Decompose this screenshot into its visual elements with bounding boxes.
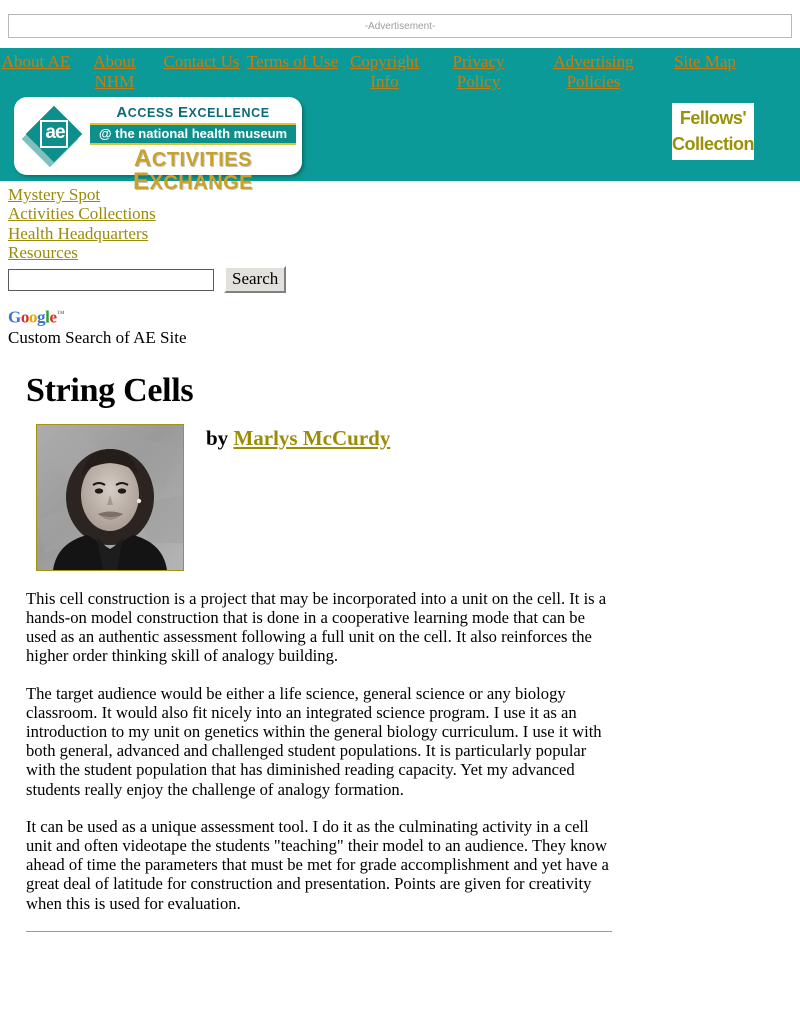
topnav-link-contact-us[interactable]: Contact Us	[163, 52, 240, 71]
article-body	[26, 589, 614, 913]
fellows-collection-badge[interactable]	[672, 103, 754, 160]
logo-activities-initial: A	[134, 145, 152, 172]
author-block	[0, 424, 800, 589]
author-link[interactable]: Marlys McCurdy	[233, 425, 391, 450]
author-portrait-image	[37, 425, 183, 570]
top-navigation	[0, 48, 800, 94]
subnav-link-resources[interactable]: Resources	[8, 242, 78, 262]
topnav-item-site-map[interactable]	[660, 52, 750, 72]
topnav-link-terms-of-use[interactable]: Terms of Use	[246, 52, 339, 71]
author-portrait	[36, 424, 184, 571]
logo-exchange-initial: E	[132, 168, 150, 195]
search-region	[0, 262, 800, 293]
logo-line-museum: @ the national health museum	[90, 123, 296, 145]
topnav-item-about-ae[interactable]	[0, 52, 72, 72]
fellows-badge-line2: Collection	[672, 134, 755, 154]
content-divider	[26, 931, 612, 932]
logo-excellence-initial: E	[177, 104, 189, 121]
google-custom-search-block	[0, 293, 800, 348]
ae-mark-label: ae	[45, 122, 65, 143]
logo-activities-rest: CTIVITIES	[151, 149, 252, 171]
advertisement-placeholder: -Advertisement-	[8, 14, 792, 38]
logo-text-block	[90, 105, 296, 194]
page-title: String Cells	[26, 371, 194, 409]
google-letter-o2: o	[28, 307, 38, 327]
topnav-link-copyright-info[interactable]: Copyright Info	[350, 52, 419, 91]
topnav-link-advertising-policies[interactable]: Advertising Policies	[553, 52, 634, 91]
article-paragraph-3: It can be used as a unique assessment tool. I do it as the culminating activity in a cell unit and often videotape the students "teaching" their model to an audience. They know ahead of time the parameters that must be met for grade accomplishment and yet have a great deal of latitude for construction and presentation. Points are given for creativity when this is used for evaluation.	[26, 816, 609, 913]
byline-by-label: by	[206, 425, 229, 450]
byline	[206, 426, 390, 451]
topnav-item-about-nhm[interactable]	[72, 52, 157, 92]
site-logo[interactable]	[14, 97, 302, 195]
custom-search-label: Custom Search of AE Site	[8, 327, 187, 347]
ae-diamond-icon	[28, 108, 82, 162]
google-letter-g1: G	[8, 307, 21, 327]
subnav-link-health-headquarters[interactable]: Health Headquarters	[8, 223, 149, 243]
article-paragraph-2: The target audience would be either a life science, general science or any biology classroom. It would also fit nicely into an integrated science program. I use it as an introduction to my unit on genetics within the general biology curriculum. I use it with both general, advanced and challenged student populations. It is particularly popular with the student population that has diminished reading capacity. Yet my advanced students really enjoy the challenge of analogy formation.	[26, 683, 602, 799]
article-paragraph-1: This cell construction is a project that may be incorporated into a unit on the cell. It is a hands-on model construction that is done in a cooperative learning mode that can be used as an authentic assessment following a full unit on the cell. It also reinforces the higher order thinking skill of analogy building.	[26, 588, 607, 666]
advertisement-region	[0, 0, 800, 38]
google-letter-e: e	[49, 307, 57, 327]
logo-line-activities-exchange	[90, 145, 296, 195]
topnav-item-advertising-policies[interactable]	[527, 52, 660, 92]
subnav-link-activities-collections[interactable]: Activities Collections	[8, 204, 156, 224]
logo-line-access-excellence	[90, 105, 296, 121]
search-button[interactable]: Search	[224, 266, 286, 293]
logo-access-rest: CCESS	[127, 106, 174, 120]
fellows-badge-line1: Fellows'	[679, 108, 747, 128]
topnav-item-copyright-info[interactable]	[339, 52, 430, 92]
topnav-link-privacy-policy[interactable]: Privacy Policy	[452, 52, 505, 91]
logo-access-initial: A	[116, 104, 128, 121]
subnav-link-mystery-spot[interactable]: Mystery Spot	[8, 185, 101, 204]
topnav-link-about-ae[interactable]: About AE	[1, 52, 71, 71]
logo-exchange-rest: XCHANGE	[149, 172, 254, 194]
logo-excellence-rest: XCELLENCE	[188, 106, 270, 120]
google-letter-g2: g	[37, 307, 46, 327]
google-letter-o1: o	[20, 307, 29, 327]
trademark-icon: ™	[56, 309, 65, 319]
topnav-item-contact-us[interactable]	[157, 52, 246, 72]
topnav-item-terms-of-use[interactable]	[246, 52, 339, 72]
topnav-link-about-nhm[interactable]: About NHM	[93, 52, 136, 91]
google-letter-l: l	[45, 307, 50, 327]
topnav-item-privacy-policy[interactable]	[430, 52, 527, 92]
search-input[interactable]	[8, 269, 214, 291]
google-logo	[8, 305, 800, 326]
topnav-link-site-map[interactable]: Site Map	[674, 52, 736, 71]
